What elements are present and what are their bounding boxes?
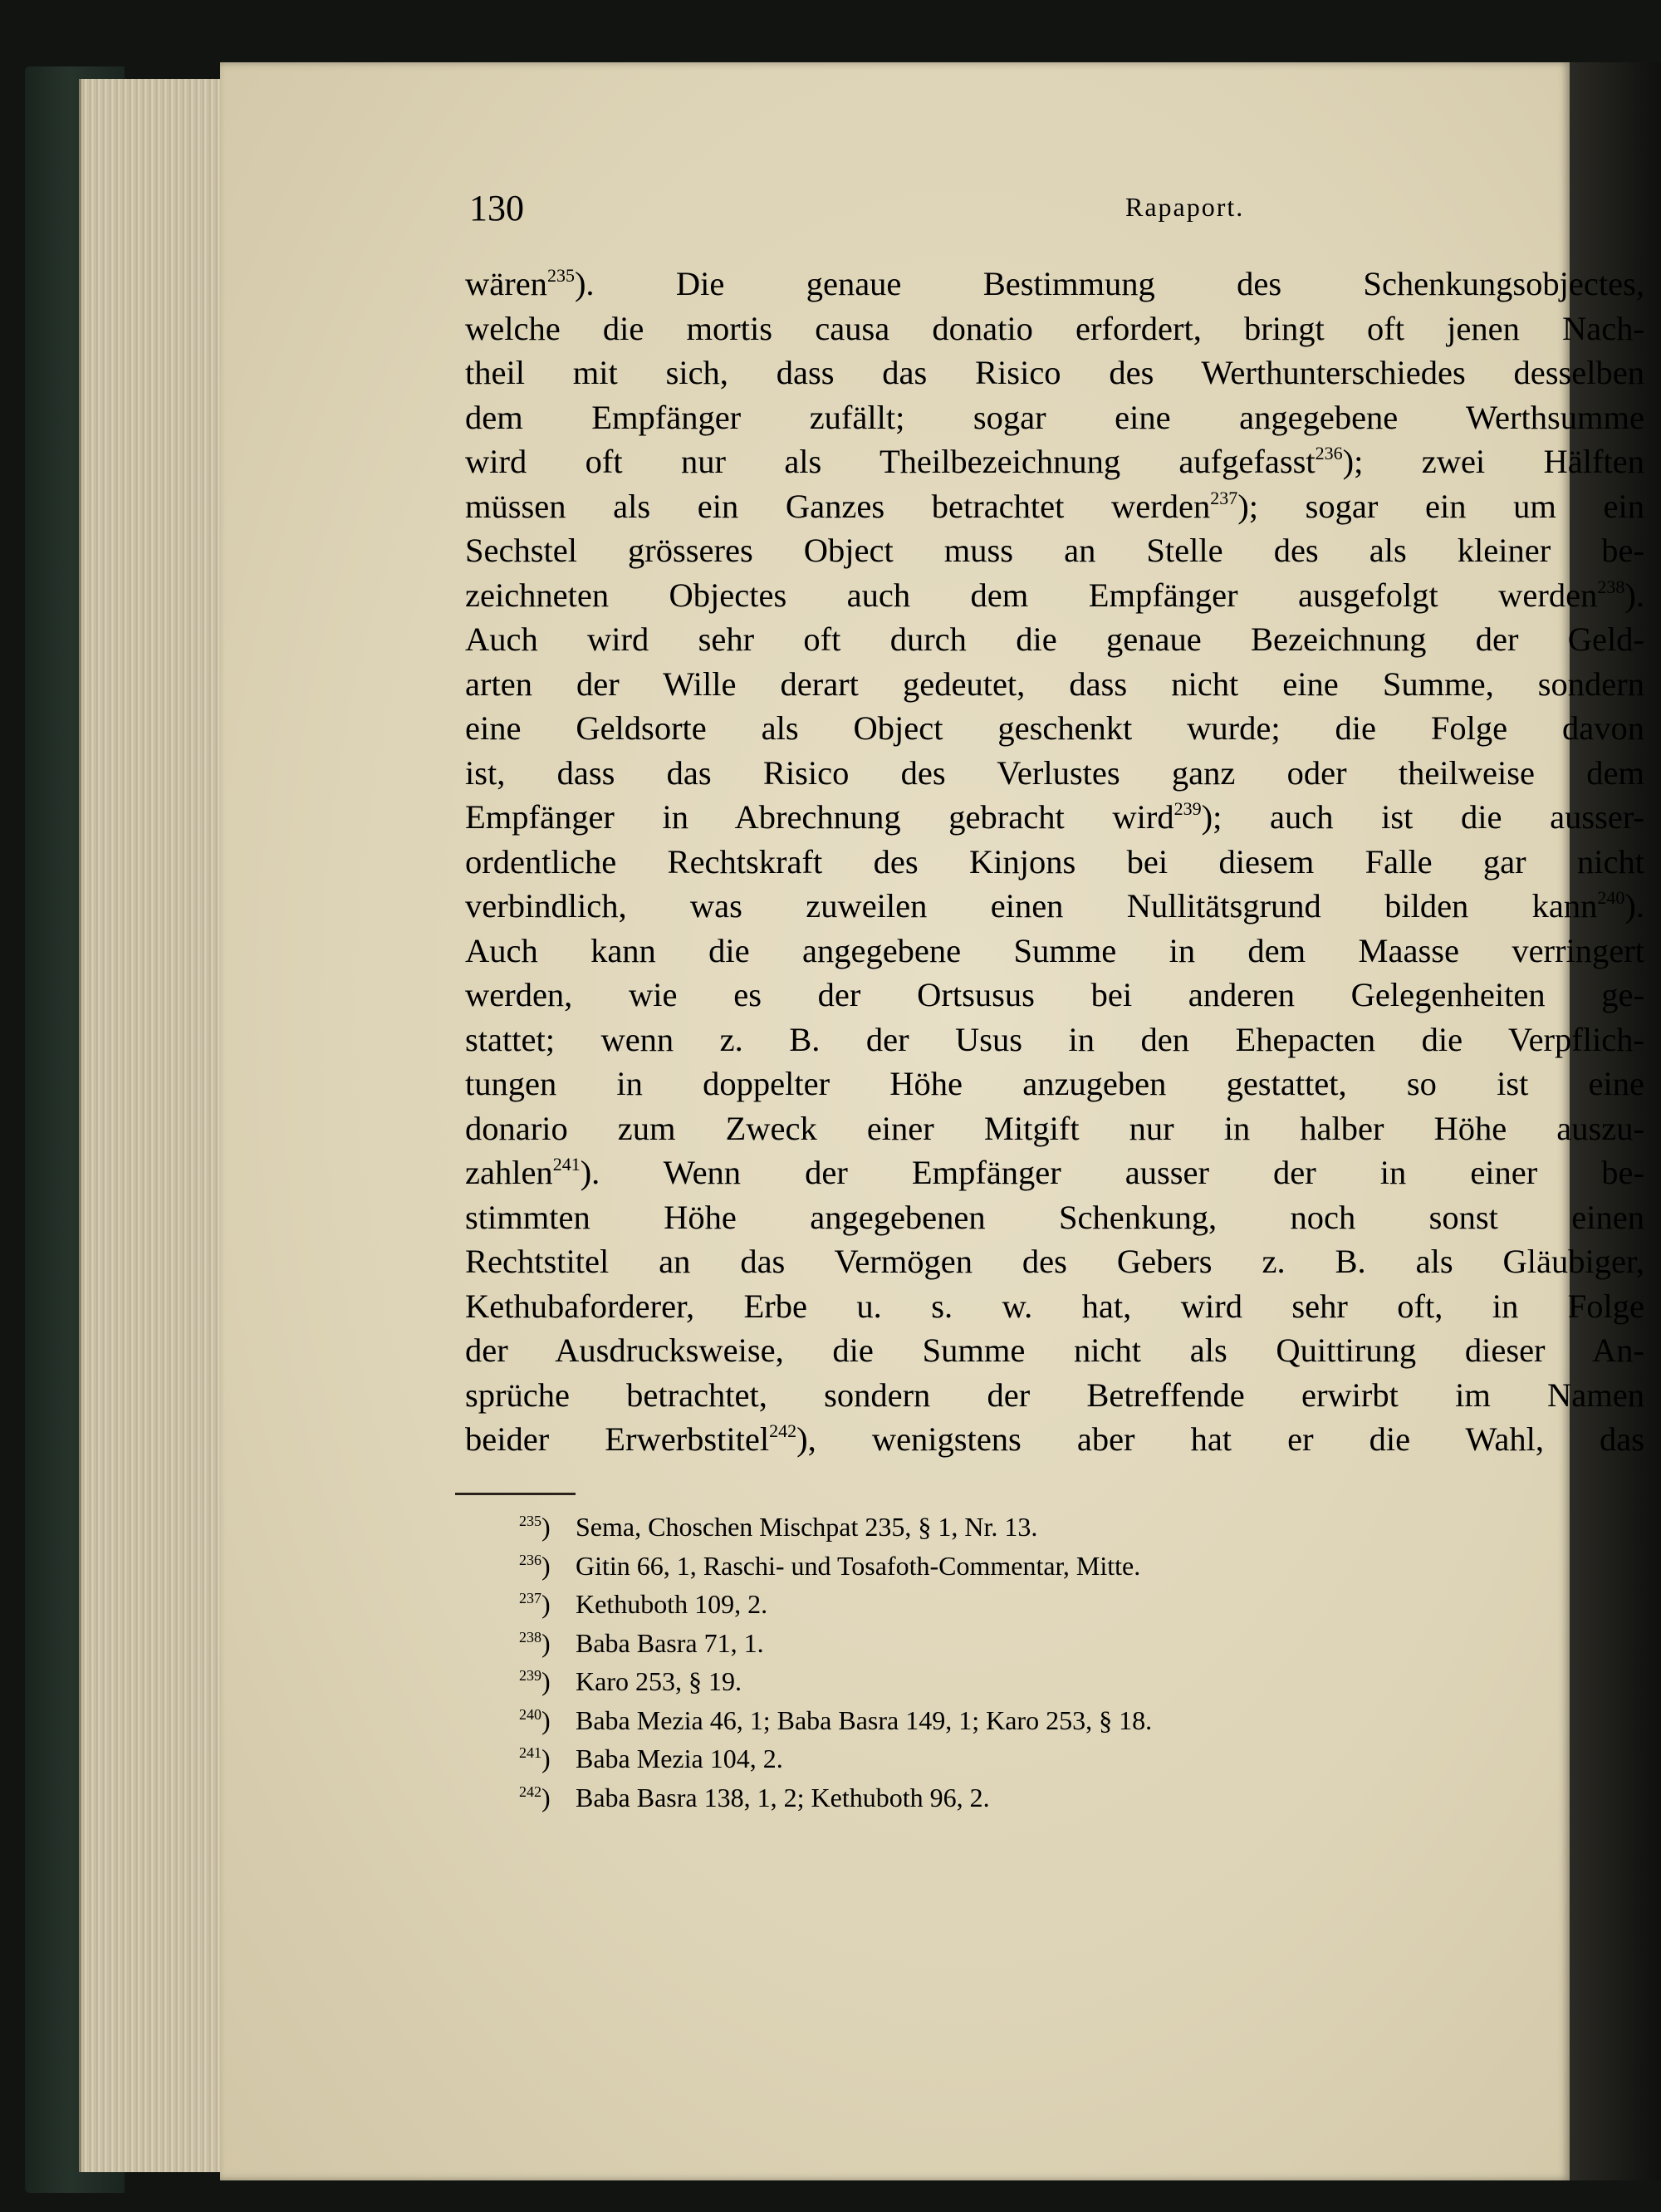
footnote [519,1585,1599,1624]
footnote-marker: $^{242}$) [519,1782,551,1812]
footnote-number: 241 [519,1744,541,1761]
footnote [519,1624,1599,1663]
footnote-reference: 238 [1597,576,1625,597]
line-text: werden, wie es der Ortsusus bei anderen Gelegenheiten ge- [465,976,1644,1013]
line-text: beider Erwerbstitel [465,1420,770,1458]
footnotes [519,1508,1599,1817]
footnote-text: Baba Mezia 104, 2. [576,1744,783,1773]
footnote-text: Baba Basra 71, 1. [576,1627,764,1658]
footnote-number: 242 [519,1783,541,1800]
footnote-number: 240 [519,1705,541,1723]
footnote-text: Sema, Choschen Mischpat 235, § 1, Nr. 13. [576,1512,1038,1542]
footnote [519,1662,1599,1701]
line-text: Kethubaforderer, Erbe u. s. w. hat, wird sehr oft, in Folge [465,1287,1644,1325]
footnote-text: Karo 253, § 19. [576,1666,742,1696]
footnote-marker: $^{237}$) [519,1589,551,1619]
line-text: stimmten Höhe angegebenen Schenkung, noch sonst einen [465,1198,1644,1236]
line-text-continued: ), wenigstens aber hat er die Wahl, das [796,1420,1644,1458]
text-line [465,1417,1644,1462]
line-text: donario zum Zweck einer Mitgift nur in halber Höhe auszu- [465,1109,1644,1147]
text-line [465,973,1644,1018]
footnote-text: Baba Mezia 46, 1; Baba Basra 149, 1; Karo 253, § 18. [576,1704,1153,1735]
text-line [465,262,1644,307]
line-text-continued: ); sogar ein um ein [1237,487,1644,525]
text-line [465,1150,1644,1195]
text-line [465,617,1644,662]
text-line [465,1328,1644,1373]
line-text-continued: ). Wenn der Empfänger ausser der in einer be- [580,1154,1644,1191]
line-text-continued: ). [1624,576,1644,614]
line-text: arten der Wille derart gedeutet, dass nicht eine Summe, sondern [465,665,1644,703]
text-line [465,573,1644,618]
text-line [465,751,1644,796]
footnote-reference: 235 [546,265,575,286]
footnote-reference: 240 [1597,887,1625,908]
footnote-marker: $^{236}$) [519,1550,551,1581]
line-text: Empfänger in Abrechnung gebracht wird [465,798,1174,836]
footnote-reference: 236 [1315,443,1343,463]
text-line [465,840,1644,885]
footnote-text: Gitin 66, 1, Raschi- und Tosafoth-Commentar, Mitte. [576,1550,1141,1581]
line-text: wären [465,265,547,302]
text-line [465,929,1644,974]
text-line [465,484,1644,529]
footnote-reference: 237 [1210,487,1238,508]
line-text: welche die mortis causa donatio erfordert, bringt oft jenen Nach- [465,309,1644,347]
footnote-marker: $^{238}$) [519,1627,551,1658]
footnote-marker: $^{235}$) [519,1512,551,1542]
text-line [465,1106,1644,1151]
text-line [465,528,1644,573]
line-text: Rechtstitel an das Vermögen des Gebers z. B. als Gläubiger, [465,1243,1644,1280]
text-line [465,662,1644,707]
page-stack-edge [79,79,239,2172]
line-text: verbindlich, was zuweilen einen Nullitätsgrund bilden kann [465,887,1598,925]
line-text: Sechstel grösseres Object muss an Stelle des als kleiner be- [465,532,1644,569]
running-title: Rapaport. [1125,192,1245,222]
line-text-continued: ); zwei Hälften [1342,443,1644,480]
line-text: wird oft nur als Theilbezeichnung aufgefasst [465,443,1316,480]
line-text: Auch wird sehr oft durch die genaue Bezeichnung der Geld- [465,620,1644,658]
footnote-text: Kethuboth 109, 2. [576,1589,768,1619]
body-text [465,262,1644,1462]
text-line [465,1018,1644,1062]
line-text-continued: ); auch ist die ausser- [1201,798,1644,836]
footnote [519,1508,1599,1547]
text-line [465,795,1644,840]
text-line [465,439,1644,484]
line-text: stattet; wenn z. B. der Usus in den Ehepacten die Verpflich- [465,1020,1644,1058]
footnote [519,1701,1599,1740]
line-text: zeichneten Objectes auch dem Empfänger ausgefolgt werden [465,576,1598,614]
footnote [519,1739,1599,1778]
text-line [465,351,1644,395]
page-number: 130 [469,188,524,228]
footnote-reference: 241 [552,1154,581,1175]
footnote-number: 235 [519,1513,541,1529]
line-text: dem Empfänger zufällt; sogar eine angegebene Werthsumme [465,398,1644,436]
footnote-marker: $^{239}$) [519,1666,551,1696]
line-text: ist, dass das Risico des Verlustes ganz oder theilweise dem [465,753,1644,792]
footnote [519,1778,1599,1817]
line-text: der Ausdrucksweise, die Summe nicht als Quittirung dieser An- [465,1332,1644,1369]
line-text: eine Geldsorte als Object geschenkt wurde; die Folge davon [465,709,1644,747]
line-text: ordentliche Rechtskraft des Kinjons bei diesem Falle gar nicht [465,842,1644,880]
footnote-marker: $^{240}$) [519,1704,551,1735]
text-line [465,1195,1644,1240]
footnote [519,1547,1599,1586]
text-line [465,307,1644,351]
footnote-number: 237 [519,1590,541,1606]
page-header [469,187,1632,237]
footnote-number: 239 [519,1667,541,1684]
footnote-number: 238 [519,1628,541,1646]
footnote-marker: $^{241}$) [519,1744,551,1773]
line-text: zahlen [465,1154,553,1191]
line-text: sprüche betrachtet, sondern der Betreffende erwirbt im Namen [465,1376,1644,1414]
line-text: Auch kann die angegebene Summe in dem Maasse verringert [465,931,1644,969]
text-line [465,884,1644,929]
footnote-text: Baba Basra 138, 1, 2; Kethuboth 96, 2. [576,1782,990,1812]
text-line [465,1284,1644,1329]
line-text: tungen in doppelter Höhe anzugeben gestattet, so ist eine [465,1065,1644,1102]
footnote-reference: 242 [769,1420,797,1441]
line-text-continued: ). [1624,887,1644,925]
text-line [465,1239,1644,1284]
line-text-continued: ). Die genaue Bestimmung des Schenkungsobjectes, [574,265,1644,302]
footnote-separator [455,1493,576,1495]
line-text: theil mit sich, dass das Risico des Werthunterschiedes desselben [465,354,1644,391]
footnote-number: 236 [519,1551,541,1568]
text-line [465,395,1644,440]
footnote-reference: 239 [1173,798,1202,819]
text-line [465,1062,1644,1106]
text-line [465,1373,1644,1418]
line-text: müssen als ein Ganzes betrachtet werden [465,487,1211,525]
text-line [465,706,1644,751]
